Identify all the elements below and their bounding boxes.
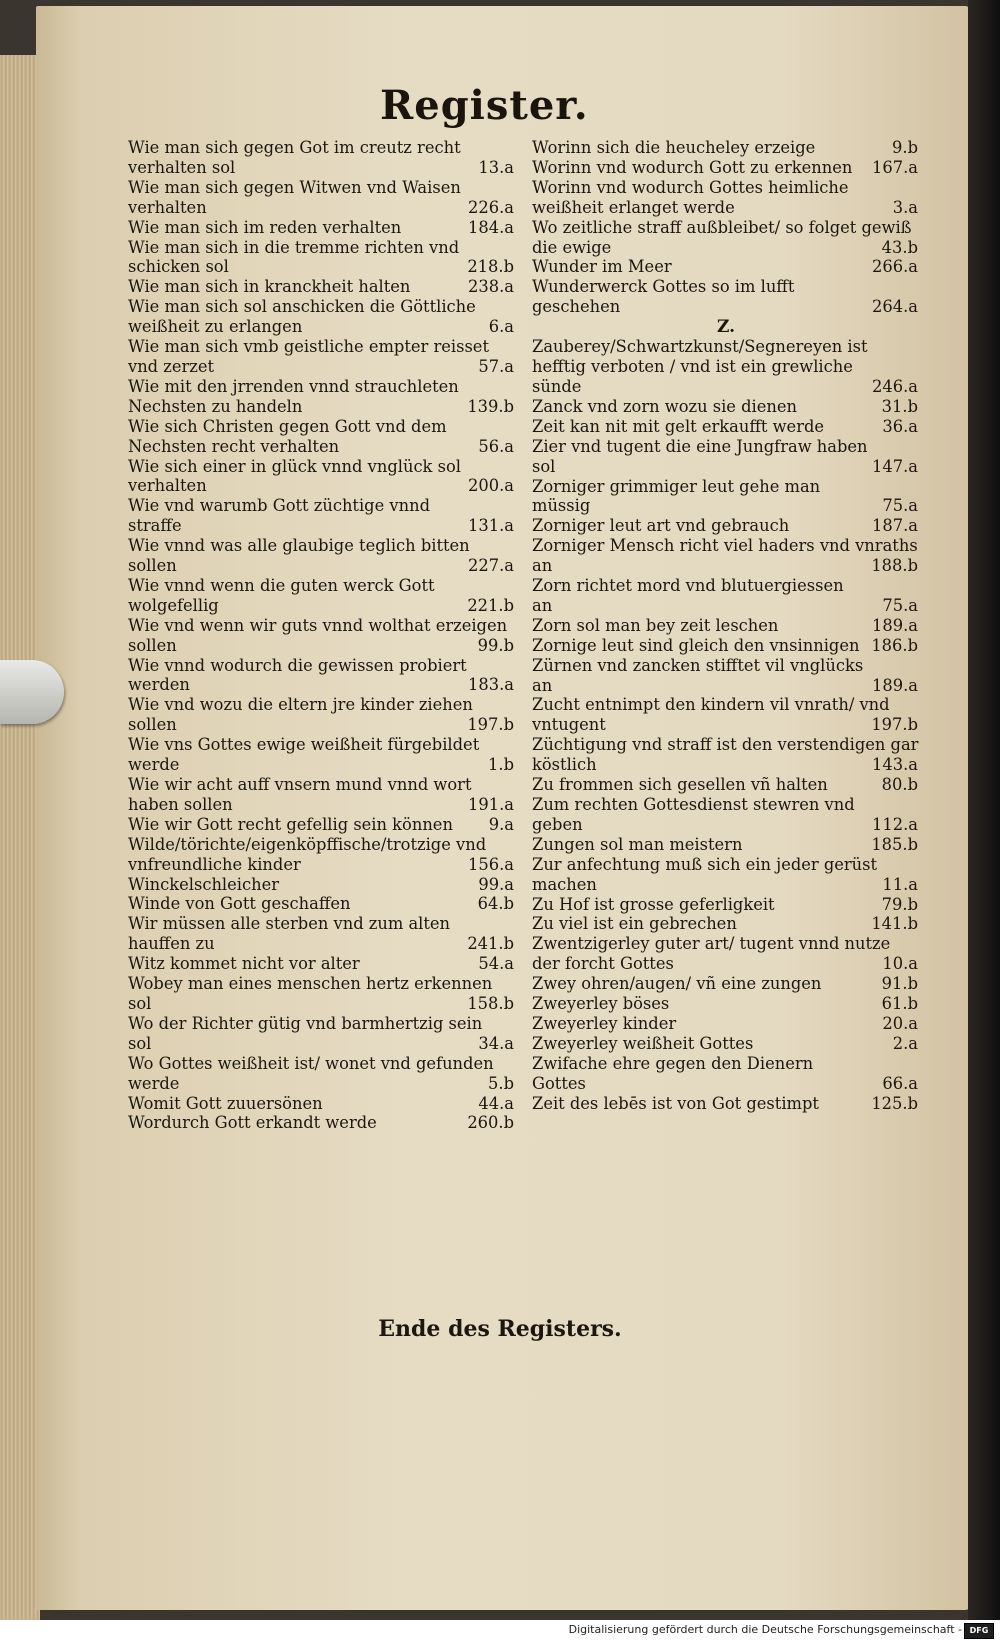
entry-page-ref: 112.a xyxy=(872,814,918,834)
entry-text: Zu frommen sich gesellen vñ halten xyxy=(532,775,828,795)
entry-text: Zürnen vnd zancken stifftet vil vnglücks an xyxy=(532,655,864,695)
index-entry xyxy=(128,297,516,337)
entry-text: Zwifache ehre gegen den Dienern Gottes xyxy=(532,1053,814,1093)
entry-page-ref: 36.a xyxy=(882,416,918,436)
index-entry xyxy=(128,277,516,297)
dfg-logo: DFG xyxy=(964,1623,994,1639)
index-entry xyxy=(128,138,516,178)
entry-text: Zweyerley kinder xyxy=(532,1013,677,1033)
index-entry xyxy=(532,417,920,437)
index-entry xyxy=(128,377,516,417)
entry-page-ref: 264.a xyxy=(872,297,918,317)
entry-text: Zanck vnd zorn wozu sie dienen xyxy=(532,396,797,416)
index-entry xyxy=(532,477,920,517)
entry-page-ref: 2.a xyxy=(892,1033,918,1053)
entry-page-ref: 188.b xyxy=(871,556,918,576)
index-entry xyxy=(532,277,920,317)
entry-text: Zeit kan nit mit gelt erkaufft werde xyxy=(532,416,825,436)
entry-text: Züchtigung vnd straff ist den verstendigen gar köstlich xyxy=(532,735,919,775)
index-entry xyxy=(532,257,920,277)
entry-text: Worinn vnd wodurch Gottes heimliche weißheit erlanget werde xyxy=(532,177,849,217)
index-entry xyxy=(128,1113,516,1133)
entry-page-ref: 80.b xyxy=(881,775,918,795)
entry-text: Wie vnnd was alle glaubige teglich bitten sollen xyxy=(128,536,470,576)
entry-page-ref: 184.a xyxy=(468,217,514,237)
entry-text: Wordurch Gott erkandt werde xyxy=(128,1113,377,1133)
entry-page-ref: 141.b xyxy=(871,914,918,934)
index-entry xyxy=(532,656,920,696)
index-entry xyxy=(532,914,920,934)
entry-page-ref: 185.b xyxy=(871,834,918,854)
entry-text: Zu Hof ist grosse geferligkeit xyxy=(532,894,775,914)
index-entry xyxy=(128,875,516,895)
entry-page-ref: 5.b xyxy=(488,1073,514,1093)
page-footer: Ende des Registers. xyxy=(378,1316,622,1342)
index-entry xyxy=(532,158,920,178)
entry-page-ref: 10.a xyxy=(882,954,918,974)
entry-text: Wie vnd warumb Gott züchtige vnnd straffe xyxy=(128,496,431,536)
entry-page-ref: 218.b xyxy=(467,257,514,277)
index-entry xyxy=(128,417,516,457)
entry-page-ref: 9.a xyxy=(488,814,514,834)
entry-text: Wie sich einer in glück vnnd vnglück sol verhalten xyxy=(128,456,461,496)
entry-page-ref: 11.a xyxy=(882,874,918,894)
entry-text: Wo Gottes weißheit ist/ wonet vnd gefunden werde xyxy=(128,1053,494,1093)
entry-page-ref: 43.b xyxy=(881,237,918,257)
index-entry xyxy=(128,1014,516,1054)
index-entry xyxy=(532,934,920,974)
index-entry xyxy=(128,1054,516,1094)
index-entry xyxy=(128,835,516,875)
entry-page-ref: 3.a xyxy=(892,197,918,217)
entry-text: Wie man sich in die tremme richten vnd schicken sol xyxy=(128,237,460,277)
index-entry xyxy=(532,437,920,477)
index-entry xyxy=(532,855,920,895)
entry-text: Worinn vnd wodurch Gott zu erkennen xyxy=(532,157,853,177)
entry-page-ref: 260.b xyxy=(467,1113,514,1133)
entry-text: Worinn sich die heucheley erzeige xyxy=(532,138,816,157)
entry-text: Wo der Richter gütig vnd barmhertzig sein sol xyxy=(128,1013,483,1053)
entry-text: Wie vns Gottes ewige weißheit fürgebildet werde xyxy=(128,735,480,775)
entry-page-ref: 156.a xyxy=(468,854,514,874)
entry-text: Wie man sich gegen Got im creutz recht verhalten sol xyxy=(128,138,461,177)
index-entry xyxy=(128,735,516,775)
entry-text: Zungen sol man meistern xyxy=(532,834,743,854)
index-entry xyxy=(532,616,920,636)
index-entry xyxy=(128,974,516,1014)
entry-page-ref: 79.b xyxy=(881,894,918,914)
entry-page-ref: 189.a xyxy=(872,675,918,695)
entry-page-ref: 200.a xyxy=(468,476,514,496)
entry-page-ref: 9.b xyxy=(892,138,918,157)
index-entry xyxy=(128,218,516,238)
index-entry xyxy=(128,894,516,914)
entry-text: Zorniger leut art vnd gebrauch xyxy=(532,516,790,536)
index-entry xyxy=(532,576,920,616)
entry-text: Wie vnd wozu die eltern jre kinder ziehen sollen xyxy=(128,695,473,735)
entry-page-ref: 139.b xyxy=(467,396,514,416)
entry-page-ref: 99.b xyxy=(477,635,514,655)
entry-page-ref: 197.b xyxy=(467,715,514,735)
index-entry xyxy=(532,1094,920,1114)
entry-page-ref: 227.a xyxy=(468,556,514,576)
entry-page-ref: 34.a xyxy=(478,1033,514,1053)
entry-page-ref: 44.a xyxy=(478,1093,514,1113)
entry-text: Zier vnd tugent die eine Jungfraw haben sol xyxy=(532,436,868,476)
entry-page-ref: 158.b xyxy=(467,993,514,1013)
index-entry xyxy=(128,914,516,954)
index-entry xyxy=(532,636,920,656)
index-entry xyxy=(532,1034,920,1054)
entry-text: Zorn richtet mord vnd blutuergiessen an xyxy=(532,576,844,615)
entry-text: Zorn sol man bey zeit leschen xyxy=(532,615,779,635)
letter-heading: Z. xyxy=(716,317,736,338)
credit-text: Digitalisierung gefördert durch die Deutsche Forschungsgemeinschaft - xyxy=(568,1623,962,1636)
entry-page-ref: 189.a xyxy=(872,615,918,635)
entry-page-ref: 246.a xyxy=(872,376,918,396)
index-entry xyxy=(532,735,920,775)
entry-text: Wie man sich gegen Witwen vnd Waisen verhalten xyxy=(128,177,461,217)
index-entry xyxy=(128,656,516,696)
entry-page-ref: 183.a xyxy=(468,675,514,695)
index-entry xyxy=(128,775,516,815)
index-entry xyxy=(532,835,920,855)
index-entry xyxy=(128,337,516,377)
entry-text: Zornige leut sind gleich den vnsinnigen xyxy=(532,635,860,655)
entry-text: Witz kommet nicht vor alter xyxy=(128,954,360,974)
entry-text: Wie man sich vmb geistliche empter reisset vnd zerzet xyxy=(128,337,489,376)
entry-page-ref: 75.a xyxy=(882,595,918,615)
index-entry xyxy=(128,576,516,616)
entry-text: Wunderwerck Gottes so im lufft geschehen xyxy=(532,277,795,317)
entry-page-ref: 13.a xyxy=(478,157,514,177)
entry-page-ref: 191.a xyxy=(468,794,514,814)
entry-page-ref: 54.a xyxy=(478,954,514,974)
entry-text: Wunder im Meer xyxy=(532,257,672,277)
index-entry xyxy=(128,457,516,497)
index-column-left xyxy=(128,138,516,1298)
book-binding xyxy=(968,0,1000,1620)
page-edge-stack xyxy=(0,55,40,1620)
entry-page-ref: 266.a xyxy=(872,257,918,277)
index-entry xyxy=(128,815,516,835)
entry-text: Wie man sich sol anschicken die Göttliche weißheit zu erlangen xyxy=(128,297,476,337)
entry-text: Zweyerley böses xyxy=(532,994,670,1014)
entry-text: Zum rechten Gottesdienst stewren vnd geben xyxy=(532,795,855,834)
entry-text: Zu viel ist ein gebrechen xyxy=(532,914,737,934)
entry-page-ref: 167.a xyxy=(872,157,918,177)
entry-text: Wir müssen alle sterben vnd zum alten hauffen zu xyxy=(128,914,451,954)
entry-page-ref: 143.a xyxy=(872,755,918,775)
entry-page-ref: 187.a xyxy=(872,516,918,536)
entry-page-ref: 125.b xyxy=(871,1093,918,1113)
index-entry xyxy=(128,954,516,974)
index-entry xyxy=(532,516,920,536)
entry-page-ref: 241.b xyxy=(467,934,514,954)
entry-page-ref: 20.a xyxy=(882,1013,918,1033)
entry-text: Wie vnnd wodurch die gewissen probiert werden xyxy=(128,655,467,695)
entry-text: Zur anfechtung muß sich ein jeder gerüst machen xyxy=(532,854,878,894)
entry-text: Zwey ohren/augen/ vñ eine zungen xyxy=(532,974,822,994)
index-entry xyxy=(532,795,920,835)
page-clip xyxy=(0,660,64,724)
entry-text: Wie vnd wenn wir guts vnnd wolthat erzeigen sollen xyxy=(128,615,508,655)
entry-page-ref: 56.a xyxy=(478,436,514,456)
entry-text: Wo zeitliche straff außbleibet/ so folget gewiß die ewige xyxy=(532,217,912,257)
entry-page-ref: 6.a xyxy=(488,317,514,337)
entry-text: Wie vnnd wenn die guten werck Gott wolgefellig xyxy=(128,575,435,615)
index-entry xyxy=(128,178,516,218)
entry-text: Wie mit den jrrenden vnnd strauchleten Nechsten zu handeln xyxy=(128,376,459,416)
entry-text: Wilde/törichte/eigenköpffische/trotzige vnd vnfreundliche kinder xyxy=(128,834,487,874)
entry-text: Wie man sich im reden verhalten xyxy=(128,217,402,237)
entry-page-ref: 75.a xyxy=(882,496,918,516)
index-entry xyxy=(532,695,920,735)
credit-bar xyxy=(0,1620,1000,1641)
entry-page-ref: 1.b xyxy=(488,755,514,775)
entry-page-ref: 66.a xyxy=(882,1073,918,1093)
entry-page-ref: 221.b xyxy=(467,595,514,615)
entry-text: Womit Gott zuuersönen xyxy=(128,1093,323,1113)
entry-page-ref: 238.a xyxy=(468,277,514,297)
entry-page-ref: 99.a xyxy=(478,874,514,894)
index-entry xyxy=(532,775,920,795)
index-entry xyxy=(128,695,516,735)
index-entry xyxy=(128,238,516,278)
index-entry xyxy=(128,536,516,576)
entry-text: Zweyerley weißheit Gottes xyxy=(532,1033,754,1053)
index-entry xyxy=(532,337,920,397)
entry-text: Winckelschleicher xyxy=(128,874,279,894)
entry-text: Zwentzigerley guter art/ tugent vnnd nutze der forcht Gottes xyxy=(532,934,891,974)
entry-page-ref: 91.b xyxy=(881,974,918,994)
page-header: Register. xyxy=(380,82,589,129)
entry-page-ref: 64.b xyxy=(477,894,514,914)
entry-page-ref: 226.a xyxy=(468,197,514,217)
index-entry xyxy=(532,974,920,994)
entry-page-ref: 57.a xyxy=(478,356,514,376)
index-entry xyxy=(532,218,920,258)
entry-page-ref: 186.b xyxy=(871,635,918,655)
entry-text: Winde von Gott geschaffen xyxy=(128,894,351,914)
index-entry xyxy=(128,496,516,536)
entry-page-ref: 31.b xyxy=(881,396,918,416)
index-column-right xyxy=(532,138,920,1298)
index-entry xyxy=(128,1094,516,1114)
entry-text: Zorniger Mensch richt viel haders vnd vnraths an xyxy=(532,536,918,576)
entry-text: Zorniger grimmiger leut gehe man müssig xyxy=(532,476,821,516)
entry-text: Wie man sich in kranckheit halten xyxy=(128,277,411,297)
entry-text: Zauberey/Schwartzkunst/Segnereyen ist hefftig verboten / vnd ist ein grewliche sünde xyxy=(532,337,868,396)
entry-text: Wie wir Gott recht gefellig sein können xyxy=(128,814,453,834)
index-entry xyxy=(532,397,920,417)
entry-page-ref: 131.a xyxy=(468,516,514,536)
index-entry xyxy=(532,138,920,158)
entry-text: Wobey man eines menschen hertz erkennen sol xyxy=(128,974,493,1013)
entry-text: Zucht entnimpt den kindern vil vnrath/ vnd vntugent xyxy=(532,695,890,735)
index-entry xyxy=(532,536,920,576)
entry-text: Wie wir acht auff vnsern mund vnnd wort haben sollen xyxy=(128,775,472,814)
index-entry xyxy=(532,895,920,915)
index-entry xyxy=(128,616,516,656)
entry-text: Wie sich Christen gegen Gott vnd dem Nechsten recht verhalten xyxy=(128,416,447,456)
index-entry xyxy=(532,994,920,1014)
entry-page-ref: 197.b xyxy=(871,715,918,735)
index-entry xyxy=(532,1054,920,1094)
index-entry xyxy=(532,178,920,218)
entry-text: Zeit des lebēs ist von Got gestimpt xyxy=(532,1093,819,1113)
index-entry xyxy=(532,1014,920,1034)
entry-page-ref: 61.b xyxy=(881,994,918,1014)
entry-page-ref: 147.a xyxy=(872,456,918,476)
